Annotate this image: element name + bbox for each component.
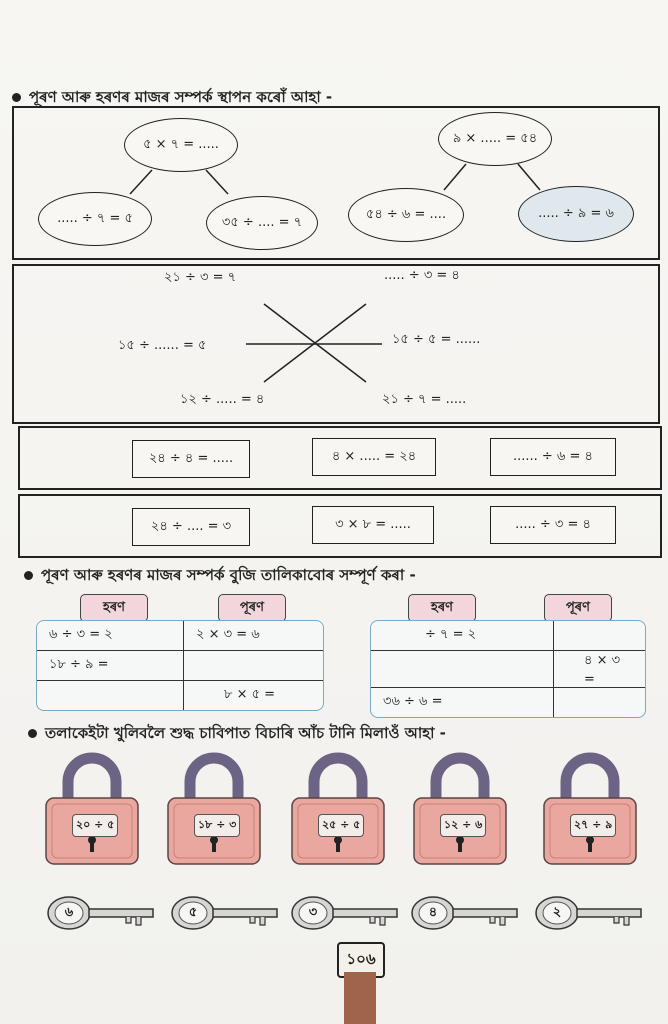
padlock-label: ১২ ÷ ৬ — [440, 814, 486, 837]
table-row — [371, 688, 645, 717]
tree-left-top[interactable]: ৫ × ৭ = ..... — [124, 118, 238, 172]
table-cell[interactable]: ৮ × ৫ = — [224, 687, 276, 702]
table-cell[interactable] — [184, 651, 323, 681]
key-icon[interactable] — [410, 894, 522, 932]
table-row — [371, 651, 645, 688]
cross-mid-right[interactable]: ১৫ ÷ ৫ = ...... — [392, 332, 481, 347]
table-cell[interactable] — [371, 651, 554, 688]
row1-eq-2[interactable]: ৪ × ..... = ২৪ — [312, 438, 436, 476]
label-division-left: হৰণ — [80, 594, 148, 622]
table-cell[interactable]: ৪ × ৩ = — [554, 651, 645, 688]
cross-top-right[interactable]: ..... ÷ ৩ = ৪ — [384, 268, 460, 283]
section3-heading — [28, 722, 446, 747]
tree-left-left[interactable]: ..... ÷ ৭ = ৫ — [38, 192, 152, 246]
padlock-icon[interactable] — [40, 752, 144, 870]
key-label: ২ — [552, 905, 562, 920]
key-label: ৩ — [308, 905, 318, 920]
section1-heading-text: পূৰণ আৰু হৰণৰ মাজৰ সম্পৰ্ক স্থাপন কৰোঁ আহা - — [29, 88, 333, 106]
padlock-label: ২০ ÷ ৫ — [72, 814, 118, 837]
section3-heading-text: তলাকেইটা খুলিবলৈ শুদ্ধ চাবিপাত বিচাৰি আঁচ টানি মিলাওঁ আহা - — [45, 724, 446, 742]
label-multiplication-left: পূৰণ — [218, 594, 286, 622]
cross-bottom-right[interactable]: ২১ ÷ ৭ = ..... — [382, 392, 467, 407]
cross-top-left: ২১ ÷ ৩ = ৭ — [164, 270, 237, 285]
padlock-icon[interactable] — [286, 752, 390, 870]
table-cell[interactable] — [554, 688, 645, 717]
row2-eq-1[interactable]: ২৪ ÷ .... = ৩ — [132, 508, 250, 546]
label-division-right: হৰণ — [408, 594, 476, 622]
tree-right-right[interactable]: ..... ÷ ৯ = ৬ — [518, 186, 634, 242]
table-row — [37, 651, 323, 681]
key-icon[interactable] — [290, 894, 402, 932]
table-cell[interactable]: ÷ ৭ = ২ — [371, 621, 554, 651]
row2-eq-2[interactable]: ৩ × ৮ = ..... — [312, 506, 434, 544]
row2-eq-3[interactable]: ..... ÷ ৩ = ৪ — [490, 506, 616, 544]
key-icon[interactable] — [46, 894, 158, 932]
section2-heading-text: পূৰণ আৰু হৰণৰ মাজৰ সম্পৰ্ক বুজি তালিকাবোৰ সম্পূৰ্ণ কৰা - — [41, 566, 416, 584]
table-cell[interactable]: ১৮ ÷ ৯ = — [37, 651, 184, 681]
padlock-label: ২৫ ÷ ৫ — [318, 814, 364, 837]
relation-table-right — [370, 620, 646, 718]
cross-mid-left[interactable]: ১৫ ÷ ...... = ৫ — [118, 338, 207, 353]
table-row — [37, 681, 323, 710]
tree-left-right[interactable]: ৩৫ ÷ .... = ৭ — [206, 196, 318, 250]
table-cell[interactable] — [37, 681, 184, 710]
table-cell[interactable] — [554, 621, 645, 651]
tree-right-left[interactable]: ৫৪ ÷ ৬ = .... — [348, 188, 464, 242]
relation-table-left — [36, 620, 324, 711]
key-label: ৪ — [428, 905, 438, 920]
cross-lines — [0, 0, 668, 430]
row1-eq-1[interactable]: ২৪ ÷ ৪ = ..... — [132, 440, 250, 478]
label-multiplication-right: পূৰণ — [544, 594, 612, 622]
book-spine — [344, 972, 376, 1024]
padlock-icon[interactable] — [162, 752, 266, 870]
cross-bottom-left[interactable]: ১২ ÷ ..... = ৪ — [180, 392, 265, 407]
table-cell[interactable]: ২ × ৩ = ৬ — [184, 621, 323, 651]
table-cell[interactable]: ৩৬ ÷ ৬ = — [371, 688, 554, 717]
tree-right-top[interactable]: ৯ × ..... = ৫৪ — [438, 112, 552, 166]
section2-heading — [24, 564, 416, 589]
table-cell[interactable]: ৬ ÷ ৩ = ২ — [37, 621, 184, 651]
padlock-icon[interactable] — [538, 752, 642, 870]
row1-eq-3[interactable]: ...... ÷ ৬ = ৪ — [490, 438, 616, 476]
page-number: ১০৬ — [337, 942, 385, 978]
bullet-icon — [28, 729, 37, 738]
table-row — [37, 621, 323, 651]
padlock-icon[interactable] — [408, 752, 512, 870]
padlock-label: ১৮ ÷ ৩ — [194, 814, 240, 837]
bullet-icon — [24, 571, 33, 580]
key-icon[interactable] — [170, 894, 282, 932]
table-row — [371, 621, 645, 651]
key-label: ৫ — [188, 905, 198, 920]
key-label: ৬ — [64, 905, 74, 920]
key-icon[interactable] — [534, 894, 646, 932]
padlock-label: ২৭ ÷ ৯ — [570, 814, 616, 837]
